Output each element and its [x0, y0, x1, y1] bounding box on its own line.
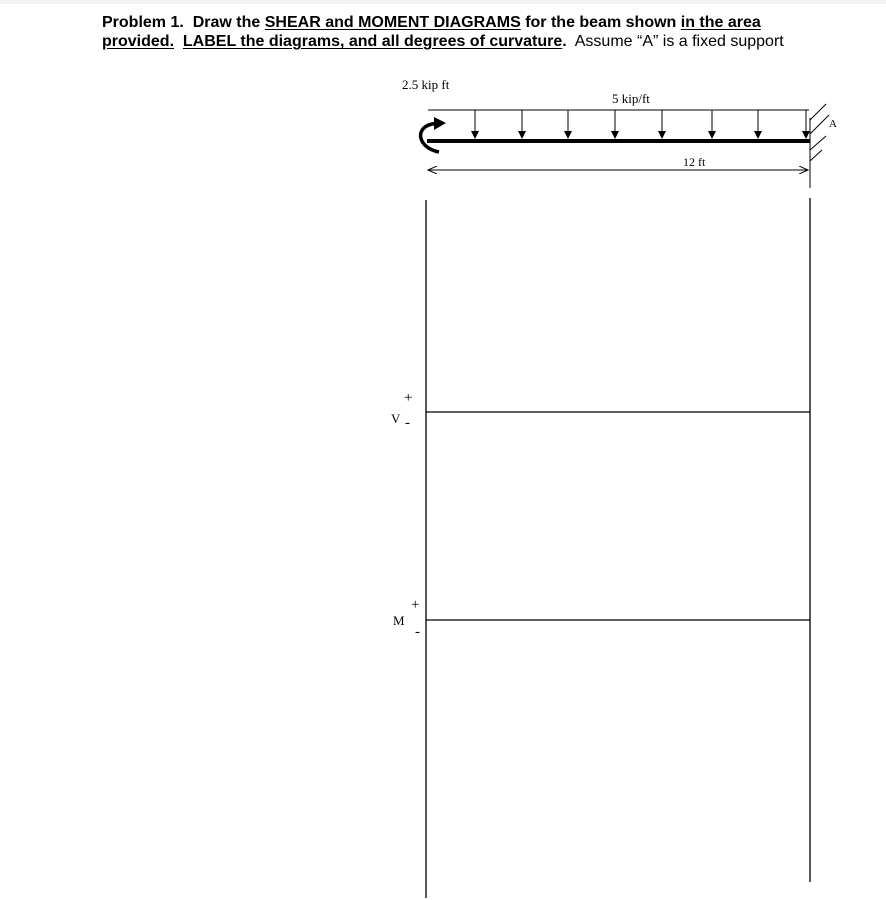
distributed-load-label: 5 kip/ft	[612, 91, 650, 106]
support-label: A	[829, 118, 837, 130]
instruction-period: .	[562, 33, 567, 50]
beam-length-label: 12 ft	[683, 155, 706, 169]
applied-moment-arrowhead	[434, 117, 446, 130]
instruction-label: LABEL the diagrams, and all degrees of curvature	[182, 33, 563, 50]
shear-plus-sign: +	[404, 390, 413, 406]
instruction-assume: Assume “A” is a fixed support	[574, 33, 784, 50]
shear-axis-label: V	[391, 411, 401, 426]
instruction-for-beam: for the beam shown	[525, 14, 677, 31]
instruction-draw: Draw the	[192, 14, 261, 31]
support-hatch	[810, 150, 822, 161]
shear-minus-sign: -	[405, 415, 410, 431]
moment-minus-sign: -	[415, 624, 420, 640]
moment-plus-sign: +	[411, 597, 420, 613]
support-hatch	[810, 136, 826, 150]
moment-axis-label: M	[393, 613, 405, 628]
instruction-provided: provided.	[102, 33, 175, 50]
support-hatch	[810, 104, 826, 120]
fixed-support	[810, 104, 829, 188]
load-arrows	[475, 110, 806, 138]
problem-number: Problem 1.	[102, 14, 184, 31]
applied-moment-label: 2.5 kip ft	[402, 77, 450, 92]
instruction-in-area: in the area	[680, 14, 761, 31]
instruction-diagrams: SHEAR and MOMENT DIAGRAMS	[264, 14, 521, 31]
